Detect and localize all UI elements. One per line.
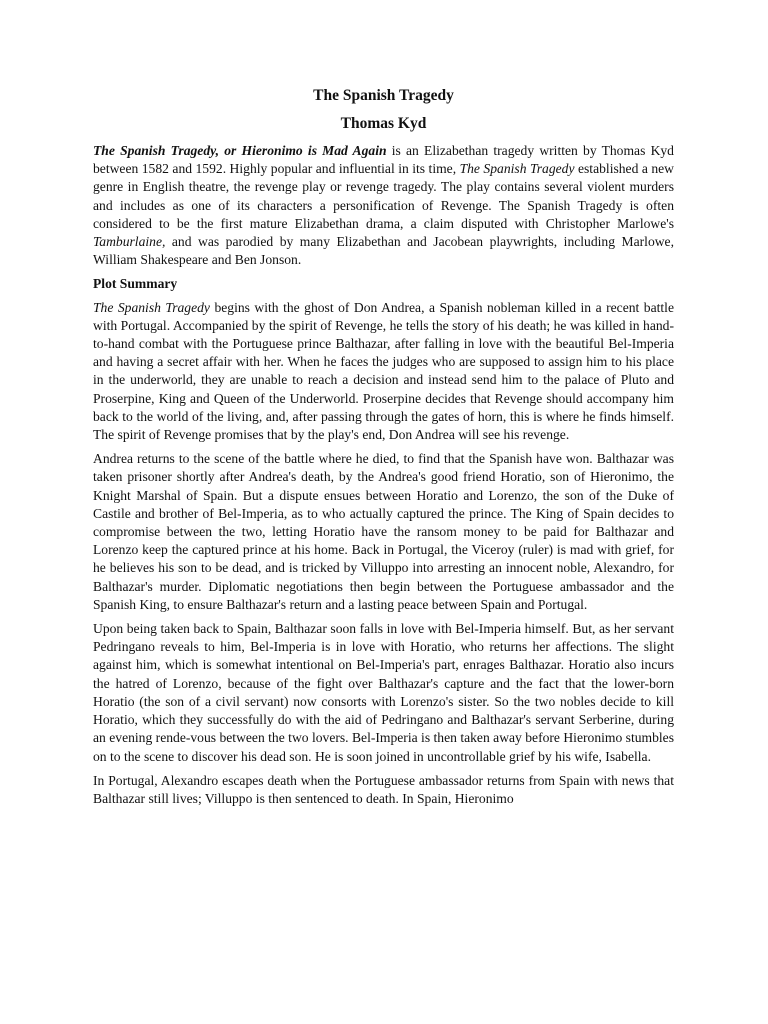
plot-summary-heading: Plot Summary xyxy=(93,276,178,292)
document-title: The Spanish Tragedy xyxy=(313,87,454,104)
intro-italic-title: The Spanish Tragedy xyxy=(459,161,575,177)
intro-text-3: and was parodied by many Elizabethan and Jacobean playwrights, including Marlowe, William Shakespeare and Ben Jonson. xyxy=(93,234,674,268)
document-author: Thomas Kyd xyxy=(340,115,427,132)
plot-para1-italic-title: The Spanish Tragedy xyxy=(93,299,210,315)
plot-paragraph-2: Andrea returns to the scene of the battle where he died, to find that the Spanish have won. Balthazar was taken prisoner shortly after Andrea's death, by the Andrea's good friend Horatio, son of Hieronimo, the Knight Marshal of Spain. But a dispute ensues between Horatio and Lorenzo, the son of the Duke of Castile and brother of Bel-Imperia, as to who actually captured the prince. The King of Spain decides to compromise between the two, letting Horatio have the ransom money to be paid for Balthazar and Lorenzo keep the captured prince at his home. Back in Portugal, the Viceroy (ruler) is mad with grief, for he believes his son to be dead, and is tricked by Villuppo into arresting an innocent noble, Alexandro, for Balthazar's murder. Diplomatic negotiations then begin between the Portuguese ambassador and the Spanish King, to ensure Balthazar's return and a lasting peace between Spain and Portugal. xyxy=(93,451,674,612)
plot-paragraph-4: In Portugal, Alexandro escapes death when the Portuguese ambassador returns from Spain with news that Balthazar still lives; Villuppo is then sentenced to death. In Spain, Hieronimo xyxy=(93,772,674,806)
document-page xyxy=(93,86,674,814)
intro-italic-tamburlaine: Tamburlaine, xyxy=(93,234,166,250)
plot-paragraph-1 xyxy=(93,299,674,445)
intro-text-1: is an Elizabethan tragedy written by Thomas Kyd between 1582 and 1592. Highly popular and influential in its time, xyxy=(93,143,674,177)
plot-paragraph-3: Upon being taken back to Spain, Balthazar soon falls in love with Bel-Imperia himself. But, as her servant Pedringano reveals to him, Bel-Imperia is in love with Horatio, who returns her affections. The slight against him, which is somewhat intentional on Bel-Imperia's part, enrages Balthazar. Horatio also incurs the hatred of Lorenzo, because of the fight over Balthazar's capture and the fact that the lower-born Horatio (the son of a civil servant) now consorts with Lorenzo's sister. So the two nobles decide to kill Horatio, which they successfully do with the aid of Pedringano and Balthazar's servant Serberine, during an evening rende-vous between the two lovers. Bel-Imperia is then taken away before Hieronimo stumbles on to the scene to discover his dead son. He is soon joined in uncontrollable grief by his wife, Isabella. xyxy=(93,621,674,764)
plot-para1-text: begins with the ghost of Don Andrea, a Spanish nobleman killed in a recent battle with Portugal. Accompanied by the spirit of Revenge, he tells the story of his death; he was killed in hand-to-hand combat with the Portuguese prince Balthazar, after falling in love with the beautiful Bel-Imperia and having a secret affair with her. When he faces the judges who are supposed to assign him to his place in the underworld, they are unable to reach a decision and instead send him to the palace of Pluto and Proserpine, King and Queen of the Underworld. Proserpine decides that Revenge should accompany him back to the world of the living, and, after passing through the gates of horn, this is where he finds himself. The spirit of Revenge promises that by the play's end, Don Andrea will see his revenge. xyxy=(93,299,674,443)
intro-paragraph xyxy=(93,142,674,269)
intro-text-2: established a new genre in English theatre, the revenge play or revenge tragedy. The play contains several violent murders and includes as one of its characters a personification of Revenge. The Spanish Tragedy is often considered to be the first mature Elizabethan drama, a claim disputed with Christopher Marlowe's xyxy=(93,161,674,231)
intro-lead-title: The Spanish Tragedy, or Hieronimo is Mad Again xyxy=(93,143,387,158)
